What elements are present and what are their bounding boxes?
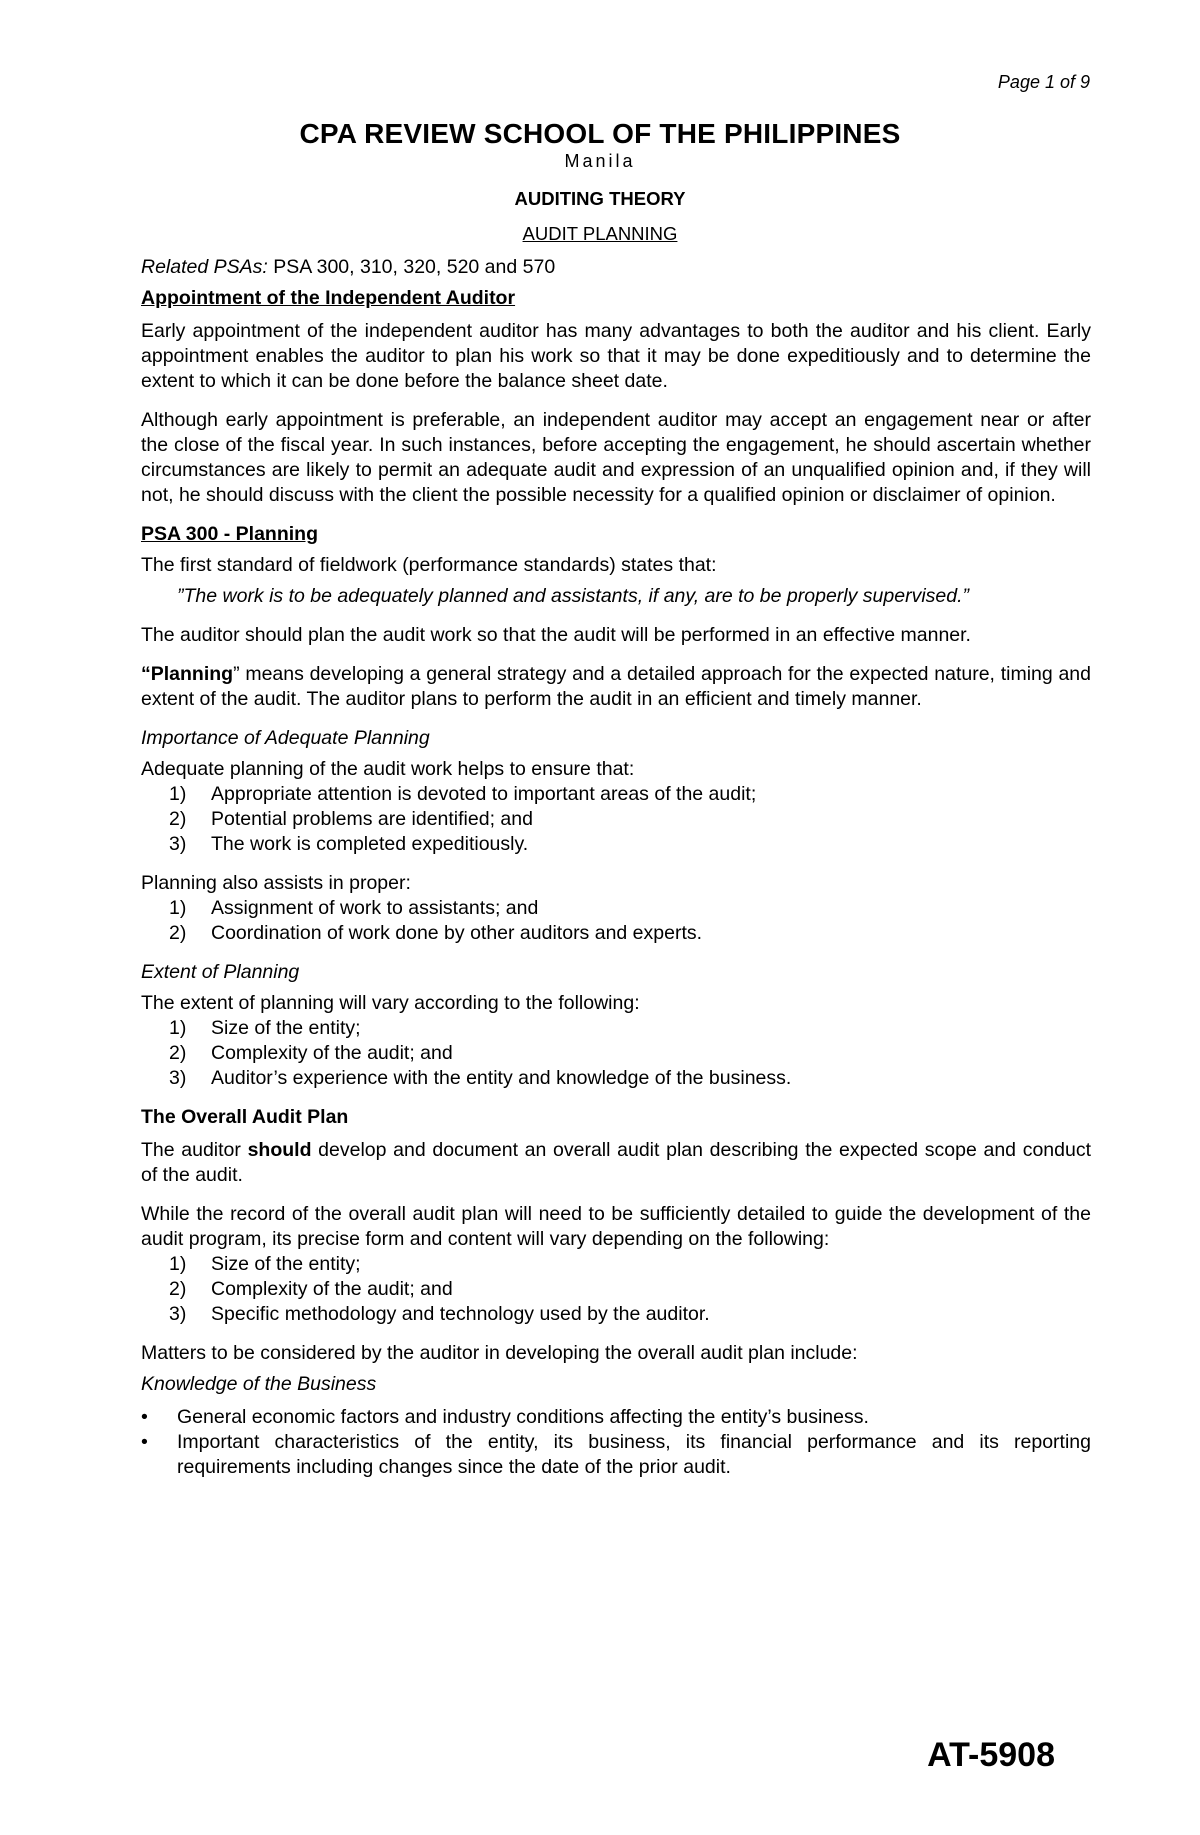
extent-heading: Extent of Planning (141, 961, 300, 983)
list-item: 2) Coordination of work done by other auditors and experts. (169, 922, 703, 944)
appointment-heading: Appointment of the Independent Auditor (141, 287, 516, 309)
knowledge-heading: Knowledge of the Business (141, 1373, 377, 1395)
document-code: AT-5908 (927, 1736, 1055, 1774)
list-item: 3) Specific methodology and technology used by the auditor. (169, 1303, 710, 1325)
importance-heading: Importance of Adequate Planning (141, 727, 430, 749)
overall-plan-paragraph-2: While the record of the overall audit plan will need to be sufficiently detailed to guide the development of the audit program, its precise form and content will vary depending on the following: (141, 1203, 1091, 1250)
matters-intro: Matters to be considered by the auditor in developing the overall audit plan include: (141, 1342, 858, 1364)
planning-definition (141, 662, 1091, 712)
psa300-paragraph-1: The auditor should plan the audit work so that the audit will be performed in an effective manner. (141, 624, 971, 646)
planning-assists-list (141, 896, 1091, 946)
list-item: 2) Potential problems are identified; and (169, 808, 533, 830)
overall-plan-paragraph-1: The auditor should develop and document an overall audit plan describing the expected scope and conduct of the audit. (141, 1139, 1091, 1186)
planning-definition-text: ” means developing a general strategy and a detailed approach for the expected nature, timing and extent of the audit. The auditor plans to perform the audit in an efficient and timely manner. (141, 663, 1091, 710)
subject-title: AUDITING THEORY (514, 188, 686, 209)
city-label: Manila (564, 151, 636, 171)
knowledge-list (141, 1405, 1091, 1480)
topic-title: AUDIT PLANNING (522, 223, 678, 244)
extent-list (141, 1016, 1091, 1091)
list-item: 1) Assignment of work to assistants; and (169, 897, 539, 919)
psa300-heading: PSA 300 - Planning (141, 523, 318, 545)
list-item: 1) Appropriate attention is devoted to important areas of the audit; (169, 783, 757, 805)
extent-intro: The extent of planning will vary according to the following: (141, 992, 640, 1014)
overall-plan-list (141, 1252, 1091, 1327)
document-body (141, 255, 1091, 1480)
importance-list (141, 782, 1091, 857)
related-psas-text: PSA 300, 310, 320, 520 and 570 (267, 256, 556, 278)
list-item: 3) The work is completed expeditiously. (169, 833, 529, 855)
related-psas-label: Related PSAs: (141, 256, 268, 278)
planning-term: “Planning (141, 663, 234, 685)
list-item: 2) Complexity of the audit; and (169, 1042, 453, 1064)
psa300-intro: The first standard of fieldwork (performance standards) states that: (141, 554, 717, 576)
list-item: 2) Complexity of the audit; and (169, 1278, 453, 1300)
list-item: • General economic factors and industry conditions affecting the entity’s business. (141, 1405, 1091, 1430)
planning-assists-intro: Planning also assists in proper: (141, 872, 411, 894)
fieldwork-standard-quote: ”The work is to be adequately planned and assistants, if any, are to be properly supervised.” (177, 585, 969, 607)
related-psas (141, 255, 1091, 280)
list-item: • Important characteristics of the entity, its business, its financial performance and its reporting requirements including changes since the date of the prior audit. (141, 1430, 1091, 1480)
list-item: 3) Auditor’s experience with the entity and knowledge of the business. (169, 1067, 792, 1089)
list-item: 1) Size of the entity; (169, 1017, 361, 1039)
importance-intro: Adequate planning of the audit work helps to ensure that: (141, 758, 635, 780)
page-number: Page 1 of 9 (997, 72, 1090, 92)
list-item: 1) Size of the entity; (169, 1253, 361, 1275)
appointment-paragraph-1: Early appointment of the independent auditor has many advantages to both the auditor and his client. Early appointment enables the auditor to plan his work so that it may be done expeditiously and to determine the extent to which it can be done before the balance sheet date. (141, 320, 1091, 392)
appointment-paragraph-2: Although early appointment is preferable, an independent auditor may accept an engagement near or after the close of the fiscal year. In such instances, before accepting the engagement, he should ascertain whether circumstances are likely to permit an adequate audit and expression of an unqualified opinion and, if they will not, he should discuss with the client the possible necessity for a qualified opinion or disclaimer of opinion. (141, 409, 1091, 506)
school-title: CPA REVIEW SCHOOL OF THE PHILIPPINES (299, 118, 901, 149)
overall-plan-heading: The Overall Audit Plan (141, 1106, 349, 1128)
